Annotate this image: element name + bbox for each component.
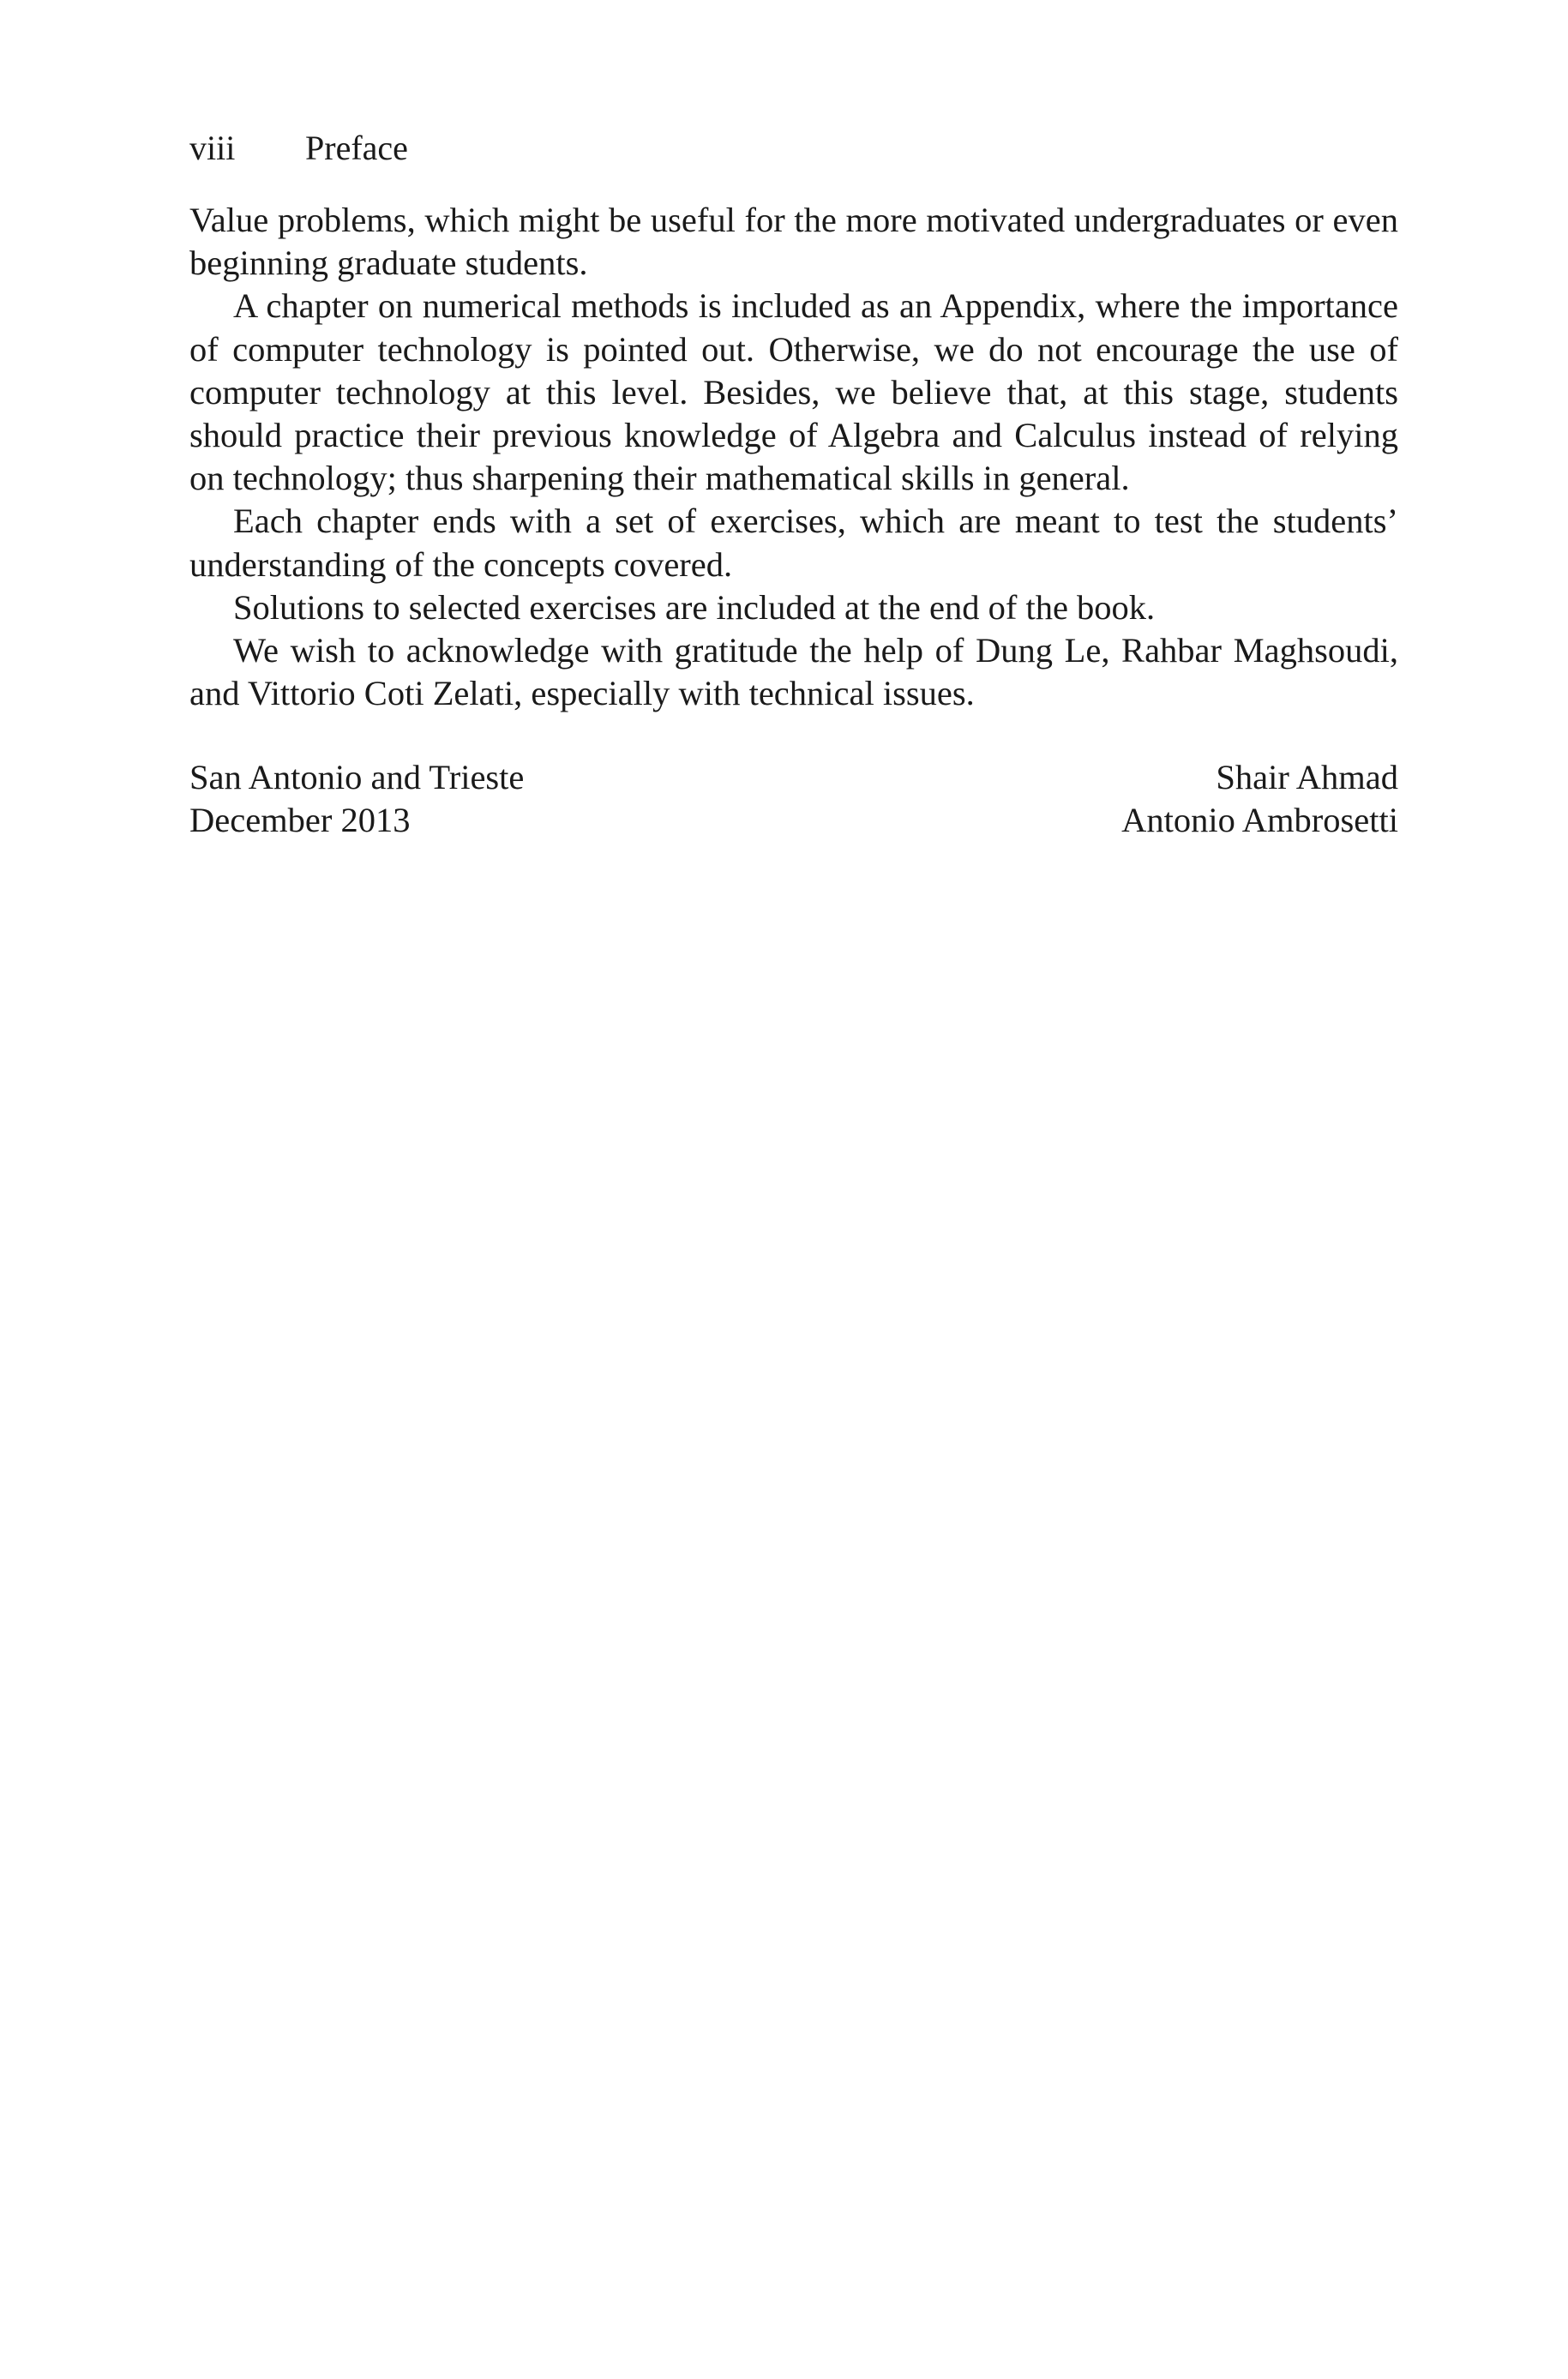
signature-place: San Antonio and Trieste [189,758,525,796]
signature-block [189,756,1398,842]
section-title: Preface [305,129,408,167]
preface-body [189,199,1398,715]
running-head [189,127,1398,170]
paragraph-exercises: Each chapter ends with a set of exercises, which are meant to test the students’ understanding of the concepts covered. [189,502,1398,584]
paragraph-solutions: Solutions to selected exercises are included at the end of the book. [233,587,1156,627]
paragraph-numerical-methods: A chapter on numerical methods is included as an Appendix, where the importance of computer technology is pointed out. Otherwise, we do not encourage the use of computer technology at this level. Besides, we believe that, at this stage, students should practice their previous knowledge of Algebra and Calculus instead of relying on technology; thus sharpening their mathematical skills in general. [189,286,1398,498]
place-date [189,756,524,842]
author-names [1121,756,1398,842]
signature-date: December 2013 [189,801,411,840]
page-number: viii [189,129,236,167]
paragraph-continued: Value problems, which might be useful for the more motivated undergraduates or even beginning graduate students. [189,201,1398,283]
paragraph-acknowledgements: We wish to acknowledge with gratitude the help of Dung Le, Rahbar Maghsoudi, and Vittorio Coti Zelati, especially with technical issues. [189,631,1398,713]
author-name: Shair Ahmad [1216,758,1398,796]
author-name: Antonio Ambrosetti [1121,801,1398,840]
